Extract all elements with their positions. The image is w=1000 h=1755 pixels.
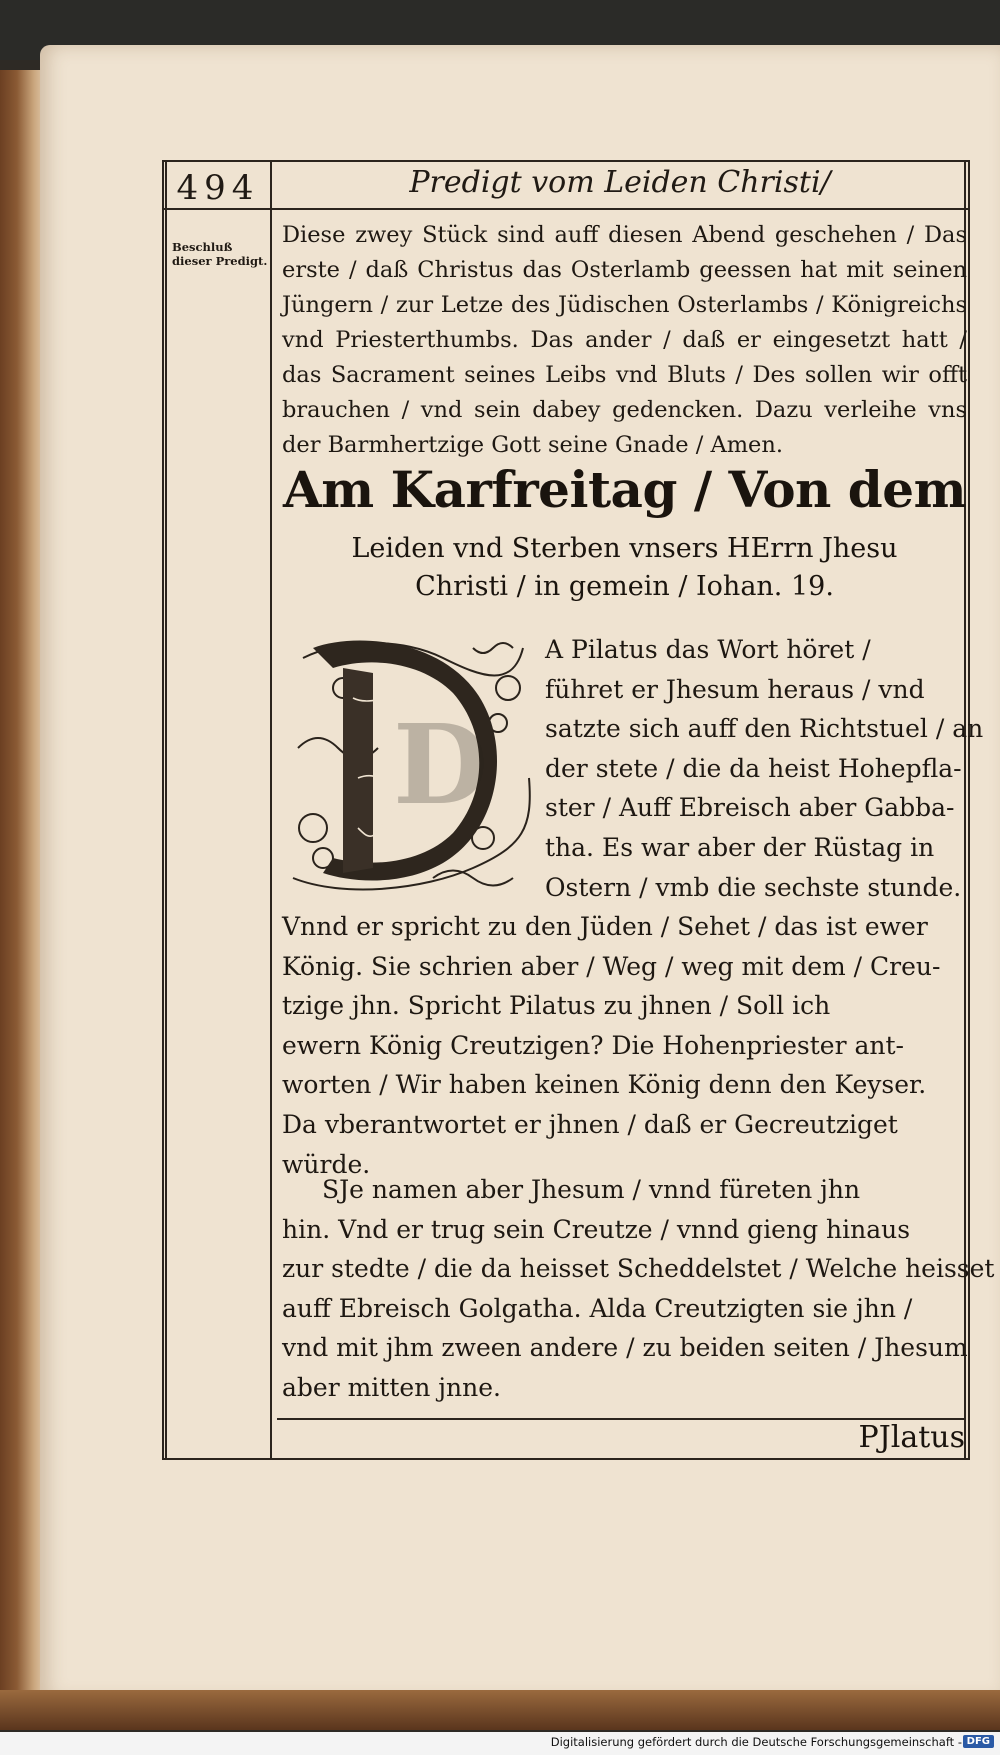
subheading-line-1: Leiden vnd Sterben vnsers HErrn Jhesu (351, 533, 898, 564)
section-subheading (282, 530, 967, 606)
text-line: führet er Jhesum heraus / vnd (545, 674, 925, 704)
section-heading: Am Karfreitag / Von dem (283, 460, 966, 519)
text-line: ewern König Creutzigen? Die Hohenpriester ant- (282, 1030, 904, 1060)
marginal-note: Beschluß dieser Predigt. (172, 240, 268, 268)
running-title: Predigt vom Leiden Christi/ (409, 165, 831, 200)
text-line: worten / Wir haben keinen König denn den Keyser. (282, 1070, 927, 1100)
text-line: würde. (282, 1149, 371, 1179)
text-line: SJe namen aber Jhesum / vnnd füreten jhn (322, 1175, 861, 1204)
paragraph-closing: Diese zwey Stück sind auff diesen Abend geschehen / Das erste / daß Christus das Osterlamb geessen hat mit seinen Jüngern / zur Letze des Jüdischen Osterlambs / Königreichs vnd Priesterthumbs. Das ander / daß er eingesetzt hatt / das Sacrament seines Leibs vnd Bluts / Des sollen wir offt brauchen / vnd sein dabey gedencken. Dazu verleihe vns der Barmhertzige Gott seine Gnade / Amen. (282, 222, 967, 458)
initial-letter-glyph: D (393, 700, 489, 829)
paragraph-crucifixion (282, 1170, 995, 1408)
book-bottom-edge (0, 1690, 1000, 1730)
text-line: tzige jhn. Spricht Pilatus zu jhnen / Soll ich (282, 991, 831, 1021)
text-line: vnd mit jhm zween andere / zu beiden seiten / Jhesum (282, 1333, 968, 1363)
paragraph-gospel-continued (282, 907, 967, 1184)
decorated-initial-d-icon (283, 628, 539, 900)
text-line: tha. Es war aber der Rüstag in (545, 832, 935, 862)
text-line: hin. Vnd er trug sein Creutze / vnnd gieng hinaus (282, 1214, 911, 1244)
dfg-logo-icon: DFG (963, 1735, 994, 1748)
text-line: ster / Auff Ebreisch aber Gabba- (545, 793, 955, 823)
paragraph-beside-initial (545, 630, 984, 907)
text-line: der stete / die da heist Hohepfla- (545, 753, 962, 783)
text-line: A Pilatus das Wort höret / (545, 635, 871, 664)
page-number: 494 (176, 168, 260, 208)
text-line: König. Sie schrien aber / Weg / weg mit dem / Creu- (282, 951, 941, 981)
footer-credit: Digitalisierung gefördert durch die Deutsche Forschungsgemeinschaft - (550, 1735, 962, 1749)
text-line: Ostern / vmb die sechste stunde. (545, 872, 962, 902)
subheading-line-2: Christi / in gemein / Iohan. 19. (415, 571, 834, 602)
text-line: aber mitten jnne. (282, 1372, 501, 1402)
text-line: auff Ebreisch Golgatha. Alda Creutzigten sie jhn / (282, 1293, 913, 1323)
text-line: satzte sich auff den Richtstuel / an (545, 714, 984, 744)
text-line: Da vberantwortet er jhnen / daß er Gecreutziget (282, 1109, 898, 1139)
footer-credit-bar (0, 1732, 1000, 1755)
text-line: Vnnd er spricht zu den Jüden / Sehet / das ist ewer (282, 912, 928, 941)
text-line: zur stedte / die da heisset Scheddelstet / Welche heisset (282, 1254, 995, 1284)
catchword: PJlatus (858, 1420, 965, 1455)
